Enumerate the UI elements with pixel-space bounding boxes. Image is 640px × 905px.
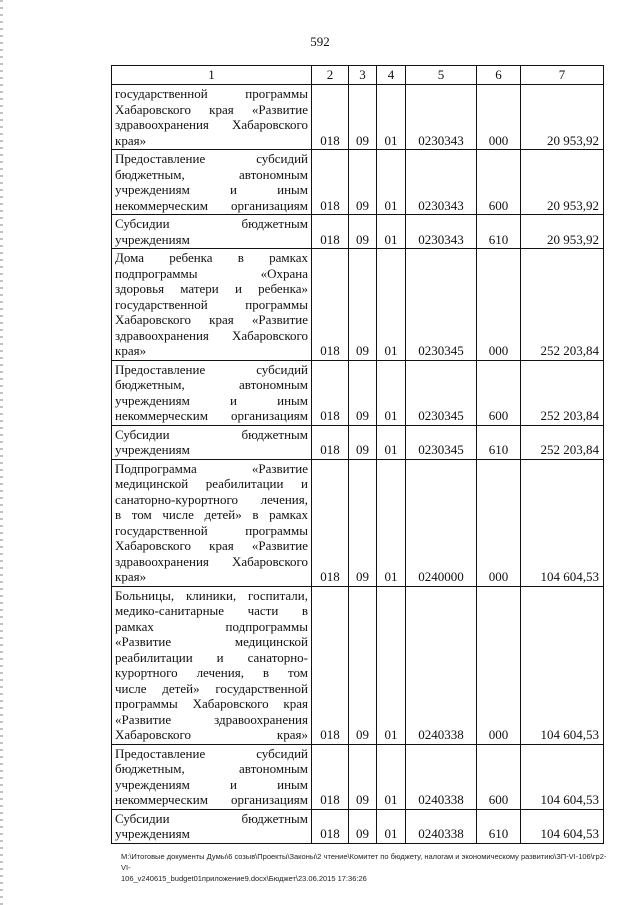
expense-type-code: 610	[477, 809, 521, 843]
table-row	[112, 425, 604, 459]
footer-file-path	[121, 851, 613, 884]
section-code: 09	[349, 744, 377, 809]
description-line: подпрограммы «Охрана	[115, 265, 308, 281]
description-line: Хабаровского края «Развитие	[115, 312, 308, 327]
header-col-1: 1	[112, 66, 312, 85]
table-row	[112, 744, 604, 809]
footer-path-line-2: 106_v240615_budget01приложение9.docx\Бюджет\23.06.2015 17:36:26	[121, 874, 367, 883]
section-code: 09	[349, 85, 377, 150]
subsection-code: 01	[377, 150, 406, 215]
row-description	[112, 459, 312, 586]
description-line: рамках подпрограммы	[115, 618, 308, 634]
description-line: некоммерческим организациям	[115, 792, 308, 807]
ministry-code: 018	[312, 150, 349, 215]
target-article-code: 0230343	[406, 85, 477, 150]
header-col-6: 6	[477, 66, 521, 85]
expense-type-code: 000	[477, 249, 521, 361]
table-row	[112, 809, 604, 843]
description-line: государственной программы	[115, 522, 308, 538]
description-line: края»	[115, 569, 147, 584]
target-article-code: 0230345	[406, 249, 477, 361]
description-line: числе детей» государственной	[115, 680, 308, 696]
description-line: учреждениям	[115, 442, 190, 457]
description-line: края»	[115, 343, 147, 358]
subsection-code: 01	[377, 586, 406, 744]
row-description	[112, 215, 312, 249]
amount-value: 104 604,53	[521, 459, 604, 586]
expense-type-code: 000	[477, 85, 521, 150]
budget-table	[111, 65, 604, 844]
table-row	[112, 360, 604, 425]
table-row	[112, 150, 604, 215]
description-line: в том числе детей» в рамках	[115, 507, 308, 522]
description-line: Хабаровского края»	[115, 727, 308, 742]
description-line: Подпрограмма «Развитие	[115, 460, 308, 476]
description-line: некоммерческим организациям	[115, 197, 308, 213]
ministry-code: 018	[312, 744, 349, 809]
target-article-code: 0230343	[406, 150, 477, 215]
description-line: края»	[115, 132, 147, 148]
section-code: 09	[349, 459, 377, 586]
description-line: Предоставление субсидий	[115, 745, 308, 761]
description-line: здоровья матери и ребенка»	[115, 281, 308, 296]
table-row	[112, 215, 604, 249]
row-description	[112, 249, 312, 361]
header-col-5: 5	[406, 66, 477, 85]
ministry-code: 018	[312, 586, 349, 744]
amount-value: 20 953,92	[521, 150, 604, 215]
row-description	[112, 744, 312, 809]
expense-type-code: 610	[477, 215, 521, 249]
target-article-code: 0240338	[406, 809, 477, 843]
header-col-7: 7	[521, 66, 604, 85]
subsection-code: 01	[377, 459, 406, 586]
subsection-code: 01	[377, 360, 406, 425]
row-description	[112, 85, 312, 150]
ministry-code: 018	[312, 425, 349, 459]
row-description	[112, 425, 312, 459]
table-row	[112, 459, 604, 586]
description-line: Субсидии бюджетным	[115, 426, 308, 442]
description-line: государственной программы	[115, 296, 308, 312]
section-code: 09	[349, 809, 377, 843]
section-code: 09	[349, 215, 377, 249]
expense-type-code: 600	[477, 150, 521, 215]
row-description	[112, 809, 312, 843]
amount-value: 252 203,84	[521, 249, 604, 361]
amount-value: 20 953,92	[521, 215, 604, 249]
description-line: Хабаровского края «Развитие	[115, 101, 308, 117]
description-line: программы Хабаровского края	[115, 696, 308, 711]
description-line: Предоставление субсидий	[115, 361, 308, 377]
subsection-code: 01	[377, 744, 406, 809]
description-line: учреждениям и иным	[115, 392, 308, 408]
section-code: 09	[349, 249, 377, 361]
amount-value: 104 604,53	[521, 809, 604, 843]
section-code: 09	[349, 360, 377, 425]
description-line: реабилитации и санаторно-	[115, 649, 308, 665]
expense-type-code: 610	[477, 425, 521, 459]
amount-value: 104 604,53	[521, 586, 604, 744]
table-row	[112, 85, 604, 150]
description-line: Предоставление субсидий	[115, 151, 308, 166]
table-row	[112, 249, 604, 361]
description-line: учреждениям и иным	[115, 776, 308, 792]
description-line: медико-санитарные части в	[115, 603, 308, 618]
description-line: бюджетным, автономным	[115, 761, 308, 776]
footer-path-line-1: М:\Итоговые документы Думы\6 созыв\Проекты\Законы\2 чтение\Комитет по бюджету, налогам и экономическому развитию\ЗП-VI-106\гр2-VI-	[121, 852, 607, 872]
target-article-code: 0230345	[406, 425, 477, 459]
subsection-code: 01	[377, 215, 406, 249]
header-row	[112, 66, 604, 85]
description-line: «Развитие здравоохранения	[115, 711, 308, 727]
subsection-code: 01	[377, 425, 406, 459]
amount-value: 252 203,84	[521, 425, 604, 459]
description-line: курортного лечения, в том	[115, 665, 308, 680]
ministry-code: 018	[312, 459, 349, 586]
description-line: Субсидии бюджетным	[115, 810, 308, 826]
description-line: учреждениям и иным	[115, 182, 308, 197]
ministry-code: 018	[312, 360, 349, 425]
row-description	[112, 360, 312, 425]
target-article-code: 0230343	[406, 215, 477, 249]
description-line: медицинской реабилитации и	[115, 476, 308, 491]
amount-value: 104 604,53	[521, 744, 604, 809]
section-code: 09	[349, 586, 377, 744]
section-code: 09	[349, 150, 377, 215]
amount-value: 252 203,84	[521, 360, 604, 425]
expense-type-code: 000	[477, 459, 521, 586]
header-col-2: 2	[312, 66, 349, 85]
description-line: Хабаровского края «Развитие	[115, 538, 308, 553]
amount-value: 20 953,92	[521, 85, 604, 150]
expense-type-code: 000	[477, 586, 521, 744]
subsection-code: 01	[377, 85, 406, 150]
description-line: здравоохранения Хабаровского	[115, 553, 308, 569]
description-line: Субсидии бюджетным	[115, 216, 308, 231]
row-description	[112, 150, 312, 215]
ministry-code: 018	[312, 85, 349, 150]
description-line: государственной программы	[115, 86, 308, 101]
description-line: некоммерческим организациям	[115, 408, 308, 423]
target-article-code: 0240000	[406, 459, 477, 586]
header-col-4: 4	[377, 66, 406, 85]
ministry-code: 018	[312, 809, 349, 843]
description-line: «Развитие медицинской	[115, 634, 308, 649]
row-description	[112, 586, 312, 744]
target-article-code: 0240338	[406, 744, 477, 809]
table-body	[112, 85, 604, 844]
target-article-code: 0230345	[406, 360, 477, 425]
description-line: здравоохранения Хабаровского	[115, 117, 308, 132]
description-line: санаторно-курортного лечения,	[115, 491, 308, 507]
description-line: здравоохранения Хабаровского	[115, 327, 308, 343]
description-line: Дома ребенка в рамках	[115, 250, 308, 265]
section-code: 09	[349, 425, 377, 459]
subsection-code: 01	[377, 249, 406, 361]
ministry-code: 018	[312, 215, 349, 249]
header-col-3: 3	[349, 66, 377, 85]
expense-type-code: 600	[477, 360, 521, 425]
subsection-code: 01	[377, 809, 406, 843]
description-line: учреждениям	[115, 231, 190, 247]
description-line: бюджетным, автономным	[115, 166, 308, 182]
ministry-code: 018	[312, 249, 349, 361]
target-article-code: 0240338	[406, 586, 477, 744]
expense-type-code: 600	[477, 744, 521, 809]
description-line: бюджетным, автономным	[115, 377, 308, 392]
table-row	[112, 586, 604, 744]
description-line: учреждениям	[115, 826, 190, 841]
page-number: 592	[310, 34, 330, 49]
description-line: Больницы, клиники, госпитали,	[115, 587, 308, 603]
scan-edge-artifact	[0, 0, 3, 905]
